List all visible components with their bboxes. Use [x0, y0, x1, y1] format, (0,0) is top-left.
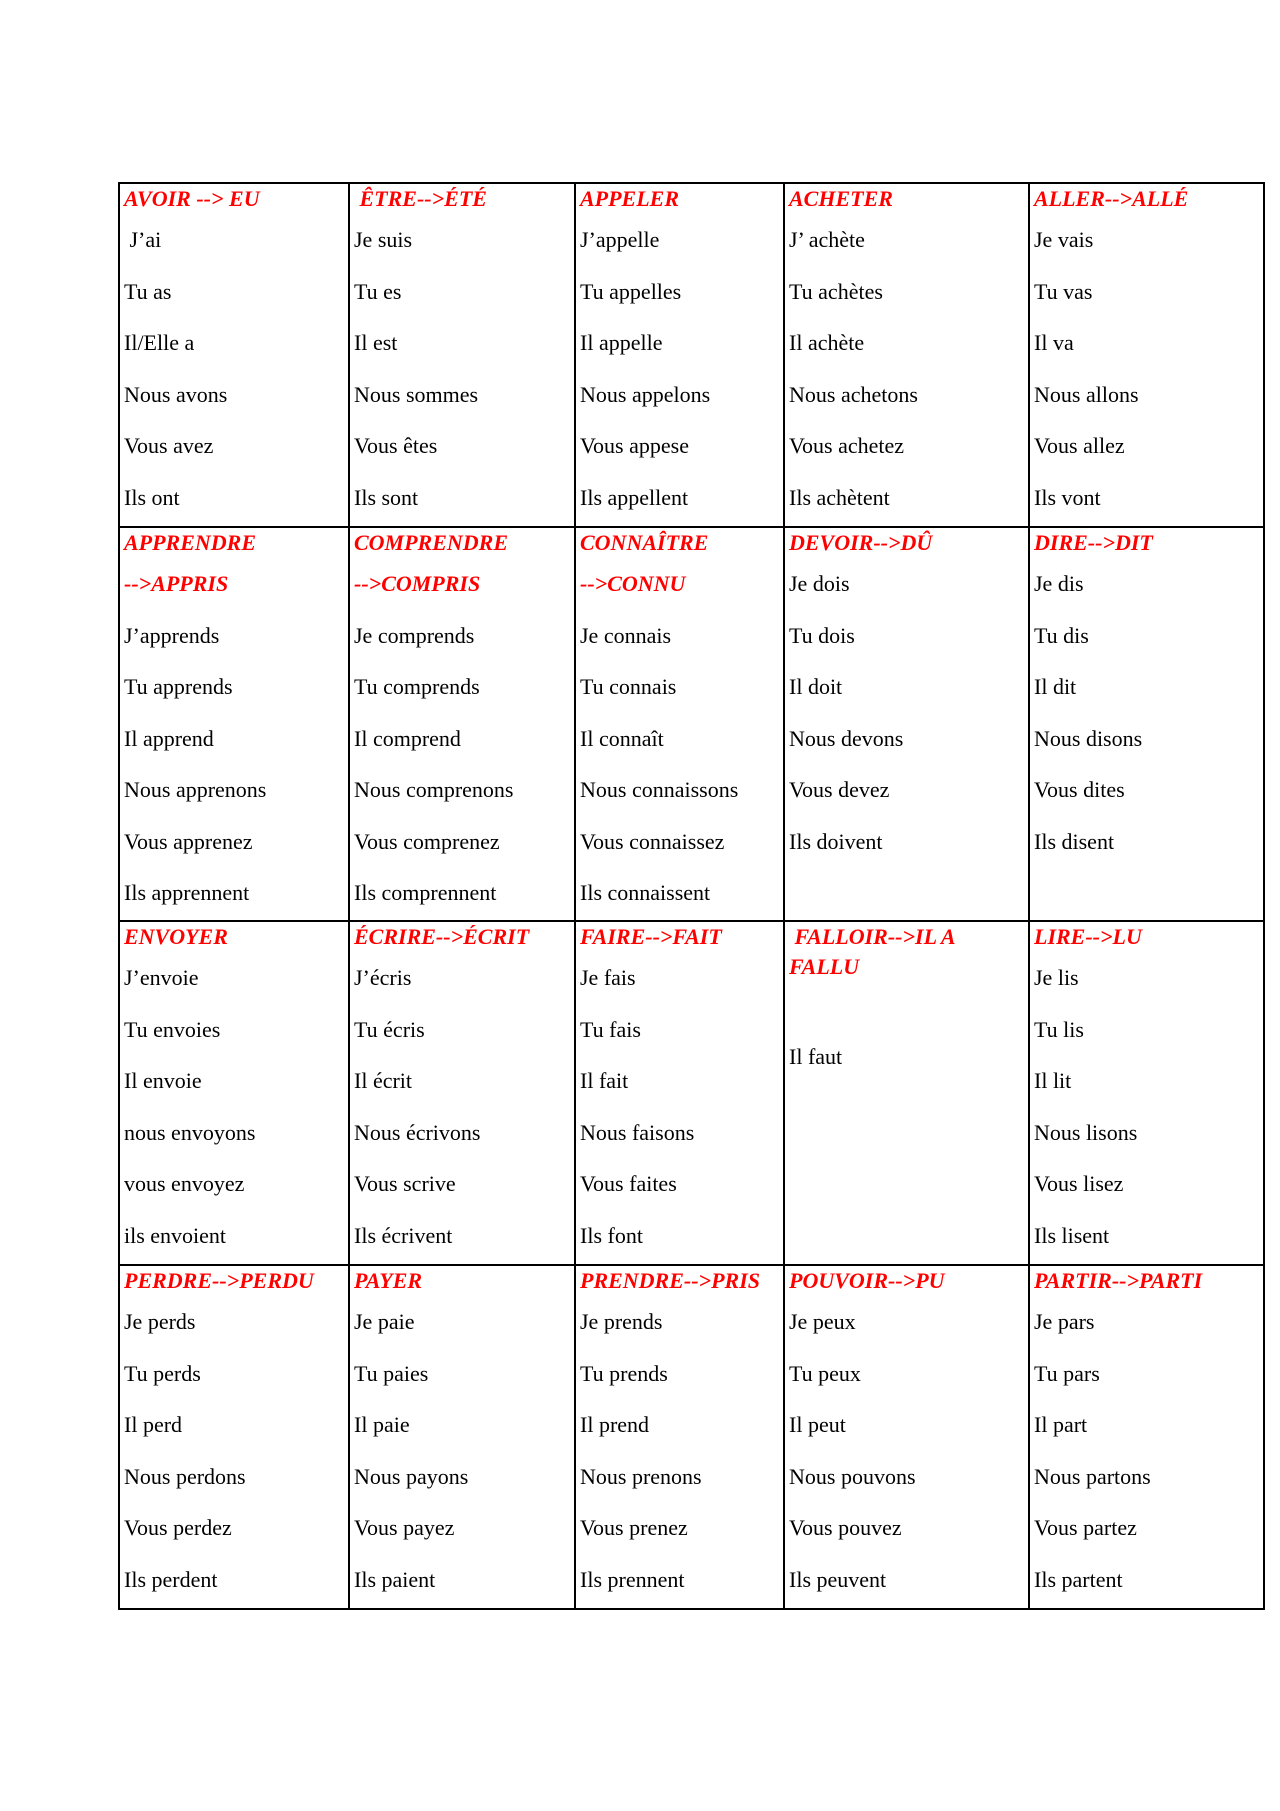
- verb-form: Il envoie: [124, 1068, 202, 1093]
- verb-heading: DEVOIR-->DÛ: [789, 530, 933, 555]
- verb-heading: ÉCRIRE-->ÉCRIT: [354, 924, 530, 949]
- verb-form: Ils sont: [354, 484, 419, 510]
- table-row: [119, 921, 1264, 1265]
- verb-form: Ils écrivent: [354, 1222, 453, 1248]
- verb-heading: PRENDRE-->PRIS: [580, 1268, 761, 1293]
- verb-form: Je dois: [789, 571, 850, 596]
- verb-cell-pouvoir: [784, 1265, 1029, 1609]
- verb-form: Vous partez: [1034, 1515, 1137, 1540]
- verb-form: J’écris: [354, 965, 412, 990]
- verb-heading: PERDRE-->PERDU: [124, 1268, 314, 1293]
- verb-form: Il peut: [789, 1412, 846, 1437]
- verb-heading: DIRE-->DIT: [1034, 530, 1153, 555]
- verb-form: Je prends: [580, 1309, 663, 1334]
- verb-form: Je perds: [124, 1309, 196, 1334]
- verb-form: Il comprend: [354, 725, 461, 751]
- verb-form: Ils appellent: [580, 484, 689, 510]
- verb-form: Nous achetons: [789, 381, 918, 407]
- verb-form: Tu achètes: [789, 278, 883, 304]
- verb-form: Nous apprenons: [124, 777, 267, 802]
- verb-cell-comprendre: [349, 527, 575, 921]
- verb-form: J’apprends: [124, 622, 220, 648]
- verb-form: Il écrit: [354, 1068, 413, 1093]
- verb-form: Je vais: [1034, 227, 1094, 252]
- verb-heading: ACHETER: [789, 186, 893, 211]
- table-row: [119, 527, 1264, 921]
- verb-form: Tu prends: [580, 1360, 668, 1386]
- verb-form: Vous achetez: [789, 433, 905, 458]
- verb-form: J’envoie: [124, 965, 199, 990]
- verb-heading: FALLOIR-->IL A FALLU: [789, 924, 960, 979]
- verb-form: Nous avons: [124, 381, 228, 407]
- verb-form: Ils vont: [1034, 484, 1101, 510]
- verb-form: Il lit: [1034, 1068, 1072, 1093]
- verb-cell-lire: [1029, 921, 1264, 1265]
- verb-form: Tu vas: [1034, 278, 1093, 304]
- verb-heading: AVOIR --> EU: [124, 186, 260, 211]
- table-row: [119, 1265, 1264, 1609]
- verb-heading: ENVOYER: [124, 924, 228, 949]
- verb-form: Il paie: [354, 1412, 410, 1437]
- verb-form: Nous pouvons: [789, 1463, 916, 1489]
- verb-form: Il connaît: [580, 725, 664, 751]
- verb-form: Il perd: [124, 1412, 183, 1437]
- verb-form: Tu lis: [1034, 1016, 1084, 1042]
- verb-form: Nous faisons: [580, 1119, 695, 1145]
- verb-cell-devoir: [784, 527, 1029, 921]
- verb-form: Ils apprennent: [124, 880, 250, 905]
- verb-form: Il prend: [580, 1412, 650, 1437]
- table-row: [119, 183, 1264, 527]
- verb-heading: POUVOIR-->PU: [789, 1268, 945, 1293]
- verb-form: Tu as: [124, 278, 172, 304]
- verb-form: Je pars: [1034, 1309, 1095, 1334]
- verb-form: Ils doivent: [789, 828, 883, 854]
- verb-heading: APPRENDRE: [124, 530, 257, 555]
- verb-form: Tu perds: [124, 1360, 201, 1386]
- verb-form: Vous prenez: [580, 1515, 688, 1540]
- verb-form: Vous perdez: [124, 1515, 232, 1540]
- verb-form: Tu apprends: [124, 674, 233, 699]
- verb-form: Nous allons: [1034, 381, 1139, 407]
- verb-form: Tu dois: [789, 622, 855, 648]
- verb-form: Nous payons: [354, 1463, 469, 1489]
- verb-form: Vous avez: [124, 433, 214, 458]
- verb-form: Ils prennent: [580, 1566, 685, 1592]
- verb-form: J’ai: [124, 227, 162, 252]
- verb-form: Tu fais: [580, 1016, 641, 1042]
- verb-form: Ils achètent: [789, 484, 890, 510]
- verb-form: Ils comprennent: [354, 880, 497, 905]
- verb-form: Je dis: [1034, 571, 1084, 596]
- verb-cell-envoyer: [119, 921, 349, 1265]
- verb-cell-perdre: [119, 1265, 349, 1609]
- verb-form: Nous écrivons: [354, 1119, 481, 1145]
- verb-cell-apprendre: [119, 527, 349, 921]
- verb-form: Ils perdent: [124, 1566, 218, 1592]
- verb-form: Nous prenons: [580, 1463, 702, 1489]
- verb-form: Je connais: [580, 622, 672, 648]
- verb-form: Nous perdons: [124, 1463, 246, 1489]
- verb-heading: ALLER-->ALLÉ: [1034, 186, 1189, 211]
- verb-heading-participle: -->CONNU: [580, 571, 686, 596]
- verb-form: Tu envoies: [124, 1016, 221, 1042]
- verb-form: Il dit: [1034, 674, 1077, 699]
- verb-form: Ils partent: [1034, 1566, 1123, 1592]
- verb-form: Nous connaissons: [580, 777, 739, 802]
- verb-form: Il doit: [789, 674, 843, 699]
- verb-heading-participle: -->APPRIS: [124, 571, 229, 596]
- verb-form: Nous lisons: [1034, 1119, 1138, 1145]
- verb-heading: CONNAÎTRE: [580, 530, 709, 555]
- verb-form: Il est: [354, 330, 398, 355]
- verb-form: Nous comprenons: [354, 777, 514, 802]
- verb-form: Je lis: [1034, 965, 1079, 990]
- conjugation-table: [118, 182, 1265, 1610]
- verb-form: Vous dites: [1034, 777, 1125, 802]
- verb-form: Vous apprenez: [124, 828, 253, 854]
- verb-form: Nous disons: [1034, 725, 1143, 751]
- verb-heading: FAIRE-->FAIT: [580, 924, 722, 949]
- verb-heading: ÊTRE-->ÉTÉ: [354, 186, 487, 211]
- verb-form: Il fait: [580, 1068, 629, 1093]
- verb-cell-partir: [1029, 1265, 1264, 1609]
- verb-form: Je peux: [789, 1309, 856, 1334]
- verb-form: Je fais: [580, 965, 636, 990]
- verb-form: Ils paient: [354, 1566, 436, 1592]
- verb-form: Il appelle: [580, 330, 663, 355]
- verb-form: Vous devez: [789, 777, 890, 802]
- verb-form: Tu peux: [789, 1360, 861, 1386]
- verb-cell-prendre: [575, 1265, 784, 1609]
- verb-form: Tu dis: [1034, 622, 1089, 648]
- verb-form: Tu paies: [354, 1360, 429, 1386]
- verb-cell-falloir: [784, 921, 1029, 1265]
- verb-form: Ils font: [580, 1222, 643, 1248]
- verb-form: Tu connais: [580, 674, 677, 699]
- verb-form: Nous sommes: [354, 381, 479, 407]
- verb-form: Tu pars: [1034, 1360, 1100, 1386]
- verb-heading: PAYER: [354, 1268, 423, 1293]
- verb-form: Tu écris: [354, 1016, 425, 1042]
- verb-form: Tu es: [354, 278, 402, 304]
- verb-cell-aller: [1029, 183, 1264, 527]
- verb-cell-etre: [349, 183, 575, 527]
- verb-form: Il apprend: [124, 725, 214, 751]
- verb-form: J’ achète: [789, 227, 865, 252]
- verb-form: nous envoyons: [124, 1119, 256, 1145]
- verb-form: vous envoyez: [124, 1171, 245, 1196]
- verb-form: Ils peuvent: [789, 1566, 887, 1592]
- verb-form: Il va: [1034, 330, 1074, 355]
- verb-form: Vous allez: [1034, 433, 1125, 458]
- verb-heading: COMPRENDRE: [354, 530, 509, 555]
- verb-form: Tu appelles: [580, 278, 682, 304]
- verb-form: ils envoient: [124, 1222, 227, 1248]
- verb-cell-payer: [349, 1265, 575, 1609]
- verb-form: Vous comprenez: [354, 828, 500, 854]
- verb-form: Je comprends: [354, 622, 475, 648]
- verb-form: Nous devons: [789, 725, 904, 751]
- verb-form: Vous lisez: [1034, 1171, 1124, 1196]
- verb-form: Il achète: [789, 330, 865, 355]
- verb-cell-dire: [1029, 527, 1264, 921]
- verb-form: Vous faites: [580, 1171, 677, 1196]
- verb-heading-participle: -->COMPRIS: [354, 571, 481, 596]
- verb-form: Ils lisent: [1034, 1222, 1110, 1248]
- verb-form: Tu comprends: [354, 674, 480, 699]
- verb-form: Vous pouvez: [789, 1515, 902, 1540]
- verb-form: Vous appese: [580, 433, 689, 458]
- verb-form: Il part: [1034, 1412, 1088, 1437]
- verb-form: Nous appelons: [580, 381, 711, 407]
- verb-form: Il faut: [789, 1044, 843, 1069]
- verb-form: Ils disent: [1034, 828, 1115, 854]
- verb-form: Je paie: [354, 1309, 415, 1334]
- verb-form: Ils connaissent: [580, 880, 711, 905]
- verb-cell-acheter: [784, 183, 1029, 527]
- verb-cell-appeler: [575, 183, 784, 527]
- verb-heading: APPELER: [580, 186, 680, 211]
- verb-form: Vous êtes: [354, 433, 438, 458]
- verb-cell-avoir: [119, 183, 349, 527]
- verb-form: Nous partons: [1034, 1463, 1151, 1489]
- verb-heading: LIRE-->LU: [1034, 924, 1142, 949]
- verb-form: Vous payez: [354, 1515, 455, 1540]
- verb-cell-ecrire: [349, 921, 575, 1265]
- verb-cell-faire: [575, 921, 784, 1265]
- verb-form: Il/Elle a: [124, 330, 195, 355]
- verb-heading: PARTIR-->PARTI: [1034, 1268, 1203, 1293]
- verb-form: Vous scrive: [354, 1171, 456, 1196]
- verb-form: Ils ont: [124, 484, 180, 510]
- verb-cell-connaitre: [575, 527, 784, 921]
- verb-form: J’appelle: [580, 227, 660, 252]
- verb-form: Vous connaissez: [580, 828, 725, 854]
- verb-form: Je suis: [354, 227, 413, 252]
